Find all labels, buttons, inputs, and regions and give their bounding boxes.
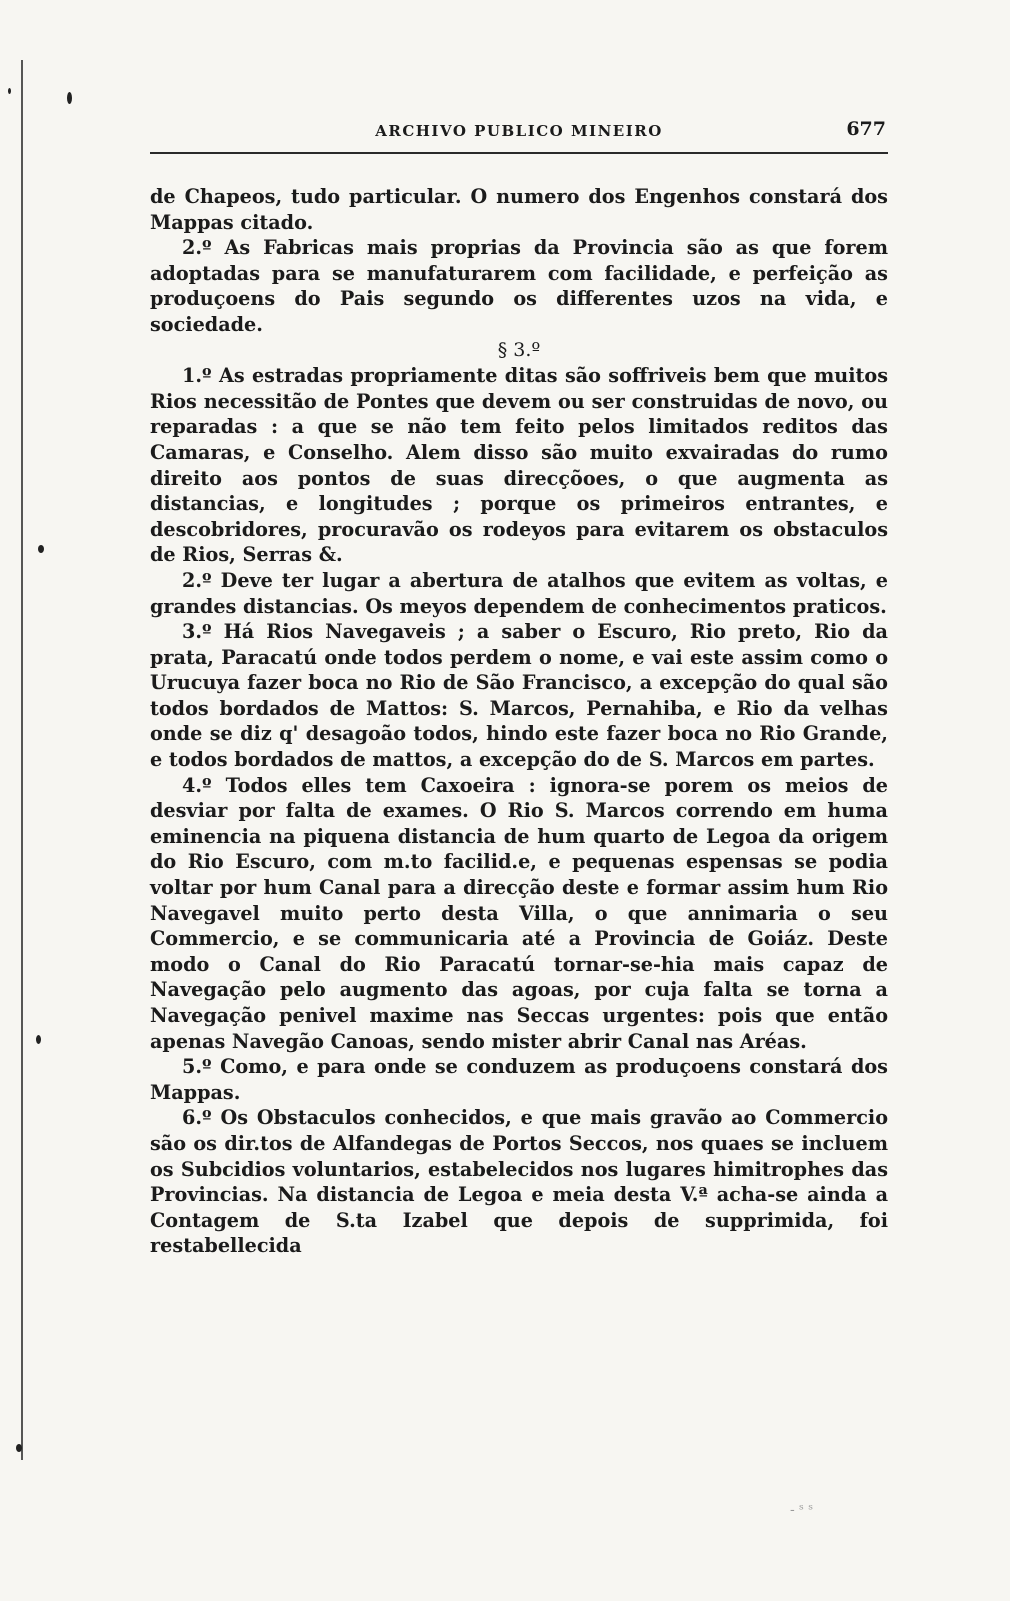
scan-speck xyxy=(36,1035,41,1044)
paragraph: 3.º Há Rios Navegaveis ; a saber o Escuro, Rio preto, Rio da prata, Paracatú onde todos perdem o nome, e vai este assim como o Urucuya fazer boca no Rio de São Francisco, a excepção do qual são todos bordados de Mattos: S. Marcos, Pernahiba, e Rio da velhas onde se diz q' desagoão todos, hindo este fazer boca no Rio Grande, e todos bordados de mattos, a excepção do de S. Marcos em partes. xyxy=(150,620,888,772)
paragraph: 5.º Como, e para onde se conduzem as produçoens constará dos Mappas. xyxy=(150,1055,888,1104)
paragraph: 4.º Todos elles tem Caxoeira : ignora-se porem os meios de desviar por falta de exames. O Rio S. Marcos correndo em huma eminencia na piquena distancia de hum quarto de Legoa da origem do Rio Escuro, com m.to facilid.e, e pequenas espensas se podia voltar por hum Canal para a direcção deste e formar assim hum Rio Navegavel muito perto desta Villa, o que annimaria o seu Commercio, e se communicaria até a Provincia de Goiáz. Deste modo o Canal do Rio Paracatú tornar-se-hia mais capaz de Navegação pelo augmento das agoas, por cuja falta se torna a Navegação penivel maxime nas Seccas urgentes: pois que então apenas Navegão Canoas, sendo mister abrir Canal nas Aréas. xyxy=(150,773,888,1053)
section-heading: § 3.º xyxy=(497,338,541,361)
paragraph: 6.º Os Obstaculos conhecidos, e que mais gravão ao Commercio são os dir.tos de Alfandegas de Portos Seccos, nos quaes se incluem os Subcidios voluntarios, estabelecidos nos lugares himitrophes das Provincias. Na distancia de Legoa e meia desta V.ª acha-se ainda a Contagem de S.ta Izabel que depois de supprimida, foi restabellecida xyxy=(150,1106,888,1258)
page-margin-line xyxy=(21,60,23,1460)
scan-speck xyxy=(16,1444,22,1452)
paragraph: 1.º As estradas propriamente ditas são soffriveis bem que muitos Rios necessitão de Pontes que devem ou ser construidas de novo, ou reparadas : a que se não tem feito pelos limitados reditos das Camaras, e Conselho. Alem disso são muito exvairadas do rumo direito aos pontos de suas direcçõoes, o que augmenta as distancias, e longitudes ; porque os primeiros entrantes, e descobridores, procuravão os rodeyos para evitarem os obstaculos de Rios, Serras &. xyxy=(150,364,888,567)
page-number: 677 xyxy=(846,118,886,140)
header-title: ARCHIVO PUBLICO MINEIRO xyxy=(375,122,663,140)
scan-speck xyxy=(8,88,11,94)
document-page xyxy=(150,118,888,1259)
running-header xyxy=(150,118,888,154)
scan-speck xyxy=(67,92,72,104)
paragraph: 2.º As Fabricas mais proprias da Provincia são as que forem adoptadas para se manufaturarem com facilidade, e perfeição as produçoens do Pais segundo os differentes uzos na vida, e sociedade. xyxy=(150,236,888,336)
body-text xyxy=(150,184,888,1259)
scan-speck xyxy=(38,545,44,553)
paragraph: 2.º Deve ter lugar a abertura de atalhos que evitem as voltas, e grandes distancias. Os meyos dependem de conhecimentos praticos. xyxy=(150,568,888,618)
paragraph: de Chapeos, tudo particular. O numero dos Engenhos constará dos Mappas citado. xyxy=(150,185,888,234)
scan-stray-mark: - ˢ ˢ xyxy=(790,1502,814,1518)
